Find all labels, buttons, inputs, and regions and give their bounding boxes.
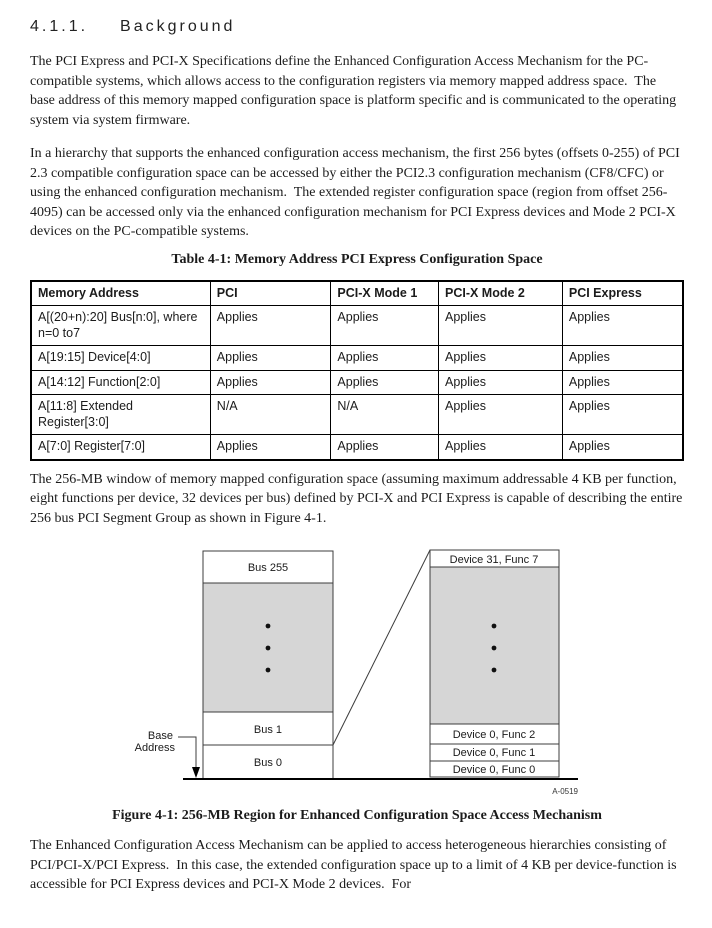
table-row xyxy=(31,305,683,346)
ellipsis-dot xyxy=(266,624,271,629)
figure-caption: Figure 4-1: 256-MB Region for Enhanced Configuration Space Access Mechanism xyxy=(112,808,602,823)
ellipsis-dot xyxy=(492,668,497,673)
device-31-func-7-label: Device 31, Func 7 xyxy=(449,554,539,566)
table-row xyxy=(31,435,683,460)
table-cell: A[(20+n):20] Bus[n:0], where n=0 to7 xyxy=(31,305,210,346)
figure-4-1-diagram xyxy=(125,542,712,804)
table-cell: A[19:15] Device[4:0] xyxy=(31,346,210,370)
base-address-label-line2: Address xyxy=(134,742,175,754)
table-cell: N/A xyxy=(331,394,439,435)
table-cell: Applies xyxy=(562,370,683,394)
table-cell: N/A xyxy=(210,394,331,435)
column-header: PCI Express xyxy=(562,281,683,306)
column-header: PCI-X Mode 1 xyxy=(331,281,439,306)
table-cell: Applies xyxy=(331,346,439,370)
column-header: Memory Address xyxy=(31,281,210,306)
bus-1-label: Bus 1 xyxy=(253,724,283,736)
table-cell: Applies xyxy=(438,394,562,435)
table-cell: Applies xyxy=(210,305,331,346)
paragraph-1: The PCI Express and PCI-X Specifications define the Enhanced Configuration Access Mechanism for the PC-compatible systems, which allows access to the configuration registers via memory mapped address space. The base address of this memory mapped configuration space is platform specific and is communicated to the operating system via system firmware. xyxy=(30,54,680,128)
memory-stack-diagram xyxy=(125,542,712,804)
table-cell: Applies xyxy=(331,370,439,394)
table-cell: Applies xyxy=(210,435,331,460)
paragraph-4: The Enhanced Configuration Access Mechanism can be applied to access heterogeneous hierarchies consisting of PCI/PCI-X/PCI Express. In this case, the extended configuration space up to a limit of 4 KB per device-function is accessible for PCI Express devices and PCI-X Mode 2 devices. For xyxy=(30,838,681,892)
bus-0-label: Bus 0 xyxy=(253,757,283,769)
device-0-func-0-label: Device 0, Func 0 xyxy=(452,764,536,776)
table-cell: Applies xyxy=(438,346,562,370)
memory-address-table xyxy=(30,280,684,461)
table-caption: Table 4-1: Memory Address PCI Express Configuration Space xyxy=(171,251,543,267)
table-cell: Applies xyxy=(210,346,331,370)
column-header: PCI xyxy=(210,281,331,306)
table-cell: Applies xyxy=(438,435,562,460)
expansion-diagonal-line xyxy=(333,550,430,745)
ellipsis-dot xyxy=(266,646,271,651)
table-cell: Applies xyxy=(438,370,562,394)
table-row xyxy=(31,394,683,435)
section-heading xyxy=(30,18,684,36)
down-arrow-icon xyxy=(192,767,200,778)
table-cell: Applies xyxy=(331,435,439,460)
table-cell: Applies xyxy=(438,305,562,346)
device-stack-gray-region xyxy=(430,567,559,724)
table-cell: Applies xyxy=(210,370,331,394)
bus-255-label: Bus 255 xyxy=(247,562,289,574)
column-header: PCI-X Mode 2 xyxy=(438,281,562,306)
table-cell: A[11:8] Extended Register[3:0] xyxy=(31,394,210,435)
table-cell: Applies xyxy=(562,394,683,435)
table-cell: A[7:0] Register[7:0] xyxy=(31,435,210,460)
artwork-id: A-0519 xyxy=(552,787,578,796)
table-cell: Applies xyxy=(562,305,683,346)
table-cell: Applies xyxy=(562,346,683,370)
device-0-func-2-label: Device 0, Func 2 xyxy=(452,729,536,741)
table-cell: A[14:12] Function[2:0] xyxy=(31,370,210,394)
ellipsis-dot xyxy=(492,624,497,629)
table-cell: Applies xyxy=(562,435,683,460)
table-cell: Applies xyxy=(331,305,439,346)
table-row xyxy=(31,370,683,394)
ellipsis-dot xyxy=(266,668,271,673)
base-address-connector-line xyxy=(178,737,196,768)
table-header-row xyxy=(31,281,683,306)
table-row xyxy=(31,346,683,370)
paragraph-2: In a hierarchy that supports the enhanced configuration access mechanism, the first 256 bytes (offsets 0-255) of PCI 2.3 compatible configuration space can be accessed by either the PCI2.3 configuration mechanism (CF8/CFC) or using the enhanced configuration mechanism. The extended register configuration space (region from offset 256-4095) can be accessed only via the enhanced configuration mechanism for PCI Express devices and Mode 2 PCI-X devices on the PC-compatible systems. xyxy=(30,146,684,239)
ellipsis-dot xyxy=(492,646,497,651)
paragraph-3: The 256-MB window of memory mapped configuration space (assuming maximum addressable 4 KB per function, eight functions per device, 32 devices per bus) defined by PCI-X and PCI Express is capable of describing the entire 256 bus PCI Segment Group as shown in Figure 4-1. xyxy=(30,471,686,526)
base-address-label-line1: Base xyxy=(147,730,173,742)
section-number: 4.1.1. xyxy=(30,18,89,35)
device-0-func-1-label: Device 0, Func 1 xyxy=(452,747,536,759)
section-title: Background xyxy=(120,18,236,35)
